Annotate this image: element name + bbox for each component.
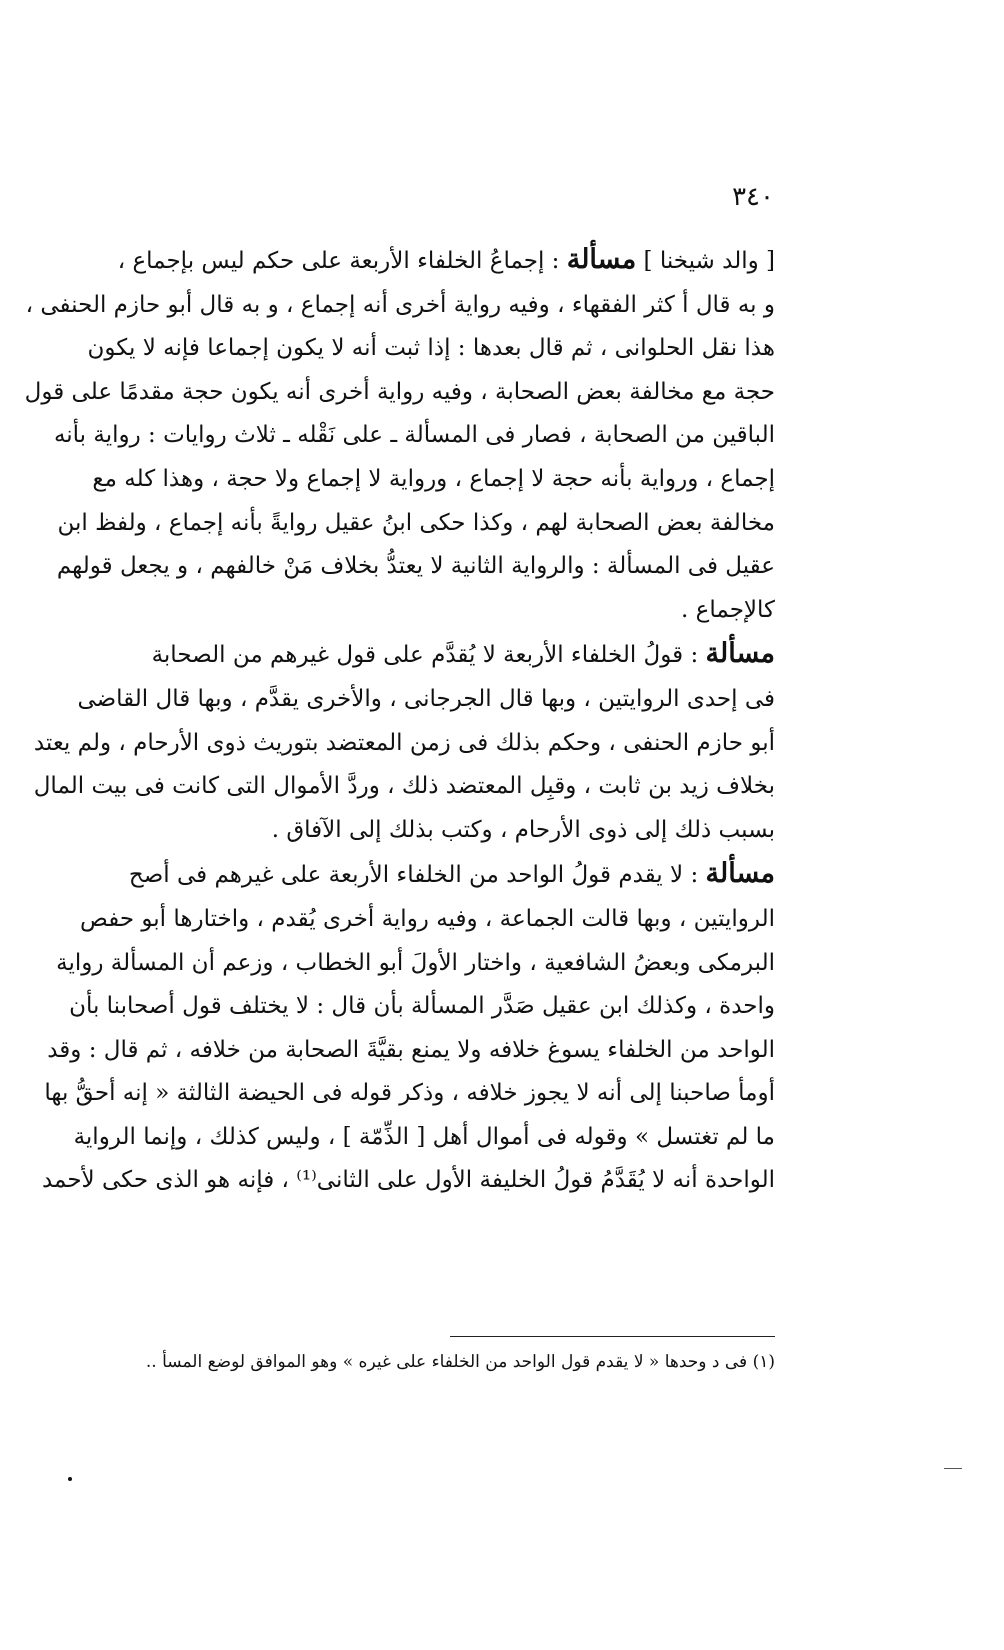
text-line: الواحد من الخلفاء يسوغ خلافه ولا يمنع بقيَّةَ الصحابة من خلافه ، ثم قال : وقد bbox=[47, 1036, 775, 1063]
paragraph bbox=[33, 632, 775, 852]
text-line: عقيل فى المسألة : والرواية الثانية لا يعتدُّ بخلاف مَنْ خالفهم ، و يجعل قولهم bbox=[56, 553, 775, 580]
masala-heading: مسألة bbox=[705, 858, 775, 890]
text-line: الروايتين ، وبها قالت الجماعة ، وفيه رواية أخرى يُقدم ، واختارها أبو حفص bbox=[80, 905, 775, 932]
ink-speck bbox=[68, 1477, 72, 1481]
text-line: و به قال أ كثر الفقهاء ، وفيه رواية أخرى أنه إجماع ، و به قال أبو حازم الحنفى ، bbox=[25, 291, 775, 318]
text-line: أبو حازم الحنفى ، وحكم بذلك فى زمن المعتضد بتوريث ذوى الأرحام ، ولم يعتد bbox=[33, 729, 775, 756]
text-line: البرمكى وبعضُ الشافعية ، واختار الأولَ أبو الخطاب ، وزعم أن المسألة رواية bbox=[56, 949, 775, 976]
text-line: مسألة : لا يقدم قولُ الواحد من الخلفاء الأربعة على غيرهم فى أصح bbox=[128, 858, 775, 890]
main-text bbox=[24, 238, 775, 1203]
page-number: ٣٤٠ bbox=[732, 182, 774, 212]
masala-heading: مسألة bbox=[566, 244, 637, 275]
text-line: واحدة ، وكذلك ابن عقيل صَدَّر المسألة بأن قال : لا يختلف قول أصحابنا بأن bbox=[69, 993, 775, 1020]
text-line: بسبب ذلك إلى ذوى الأرحام ، وكتب بذلك إلى الآفاق . bbox=[271, 816, 775, 843]
text-line: كالإجماع . bbox=[681, 596, 775, 623]
text-line: إجماع ، ورواية بأنه حجة لا إجماع ، ورواية لا إجماع ولا حجة ، وهذا كله مع bbox=[92, 465, 775, 492]
footnote-divider bbox=[450, 1336, 775, 1337]
edge-mark bbox=[944, 1468, 962, 1469]
paragraph bbox=[41, 852, 775, 1203]
text-line: أومأ صاحبنا إلى أنه لا يجوز خلافه ، وذكر قوله فى الحيضة الثالثة « إنه أحقُّ بها bbox=[44, 1080, 775, 1107]
paragraph bbox=[24, 238, 775, 632]
text-line: [ والد شيخنا ] مسألة : إجماعُ الخلفاء الأربعة على حكم ليس بإجماع ، bbox=[117, 244, 775, 275]
masala-heading: مسألة bbox=[705, 638, 775, 670]
text-line: مسألة : قولُ الخلفاء الأربعة لا يُقدَّم على قول غيرهم من الصحابة bbox=[151, 638, 775, 670]
text-line: مخالفة بعض الصحابة لهم ، وكذا حكى ابنُ عقيل روايةً بأنه إجماع ، ولفظ ابن bbox=[57, 509, 775, 536]
footnote: (١) فى د وحدها « لا يقدم قول الواحد من الخلفاء على غيره » وهو الموافق لوضع المسأ .. bbox=[145, 1352, 775, 1372]
text-line: هذا نقل الحلوانى ، ثم قال بعدها : إذا ثبت أنه لا يكون إجماعا فإنه لا يكون bbox=[87, 335, 775, 362]
text-line: الواحدة أنه لا يُقَدَّمُ قولُ الخليفة الأول على الثانى⁽¹⁾ ، فإنه هو الذى حكى لأحمد bbox=[41, 1167, 775, 1194]
text-line: بخلاف زيد بن ثابت ، وقبِل المعتضد ذلك ، وردَّ الأموال التى كانت فى بيت المال bbox=[33, 773, 775, 800]
text-line: حجة مع مخالفة بعض الصحابة ، وفيه رواية أخرى أنه يكون حجة مقدمًا على قول bbox=[24, 378, 775, 405]
text-line: فى إحدى الروايتين ، وبها قال الجرجانى ، والأخرى يقدَّم ، وبها قال القاضى bbox=[77, 685, 775, 712]
text-line: ما لم تغتسل » وقوله فى أموال أهل [ الذِّمّة ] ، وليس كذلك ، وإنما الرواية bbox=[73, 1123, 775, 1150]
text-line: الباقين من الصحابة ، فصار فى المسألة ـ على نَقْله ـ ثلاث روايات : رواية بأنه bbox=[53, 422, 775, 449]
